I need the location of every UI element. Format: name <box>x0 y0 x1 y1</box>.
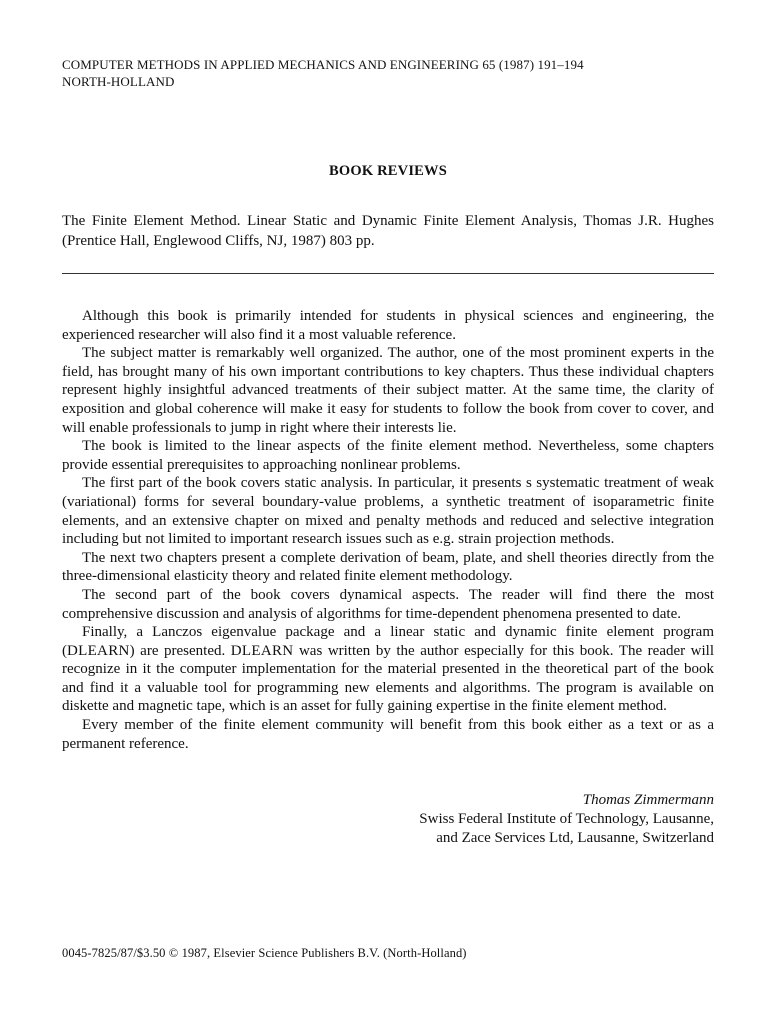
book-citation: The Finite Element Method. Linear Static and Dynamic Finite Element Analysis, Thomas J.R. Hughes (Prentice Hall, Englewood Cliffs, NJ, 1987) 803 pp. <box>62 213 714 249</box>
paragraph: The next two chapters present a complete derivation of beam, plate, and shell theories directly from the three-dimensional elasticity theory and related finite element methodology. <box>62 549 714 585</box>
paragraph-text: ) are presented. <box>129 642 231 659</box>
program-name: DLEARN <box>230 642 294 659</box>
paragraph: The first part of the book covers static analysis. In particular, it presents s systematic treatment of weak (variational) forms for several boundary-value problems, a synthetic treatment of isoparametric finite elements, and an extensive chapter on mixed and penalty methods and reduced and selective integration including but not limited to important research issues such as e.g. strain projection methods. <box>62 475 714 548</box>
paragraph: The book is limited to the linear aspects of the finite element method. Nevertheless, some chapters provide essential prerequisites to approaching nonlinear problems. <box>62 438 714 473</box>
paragraph: The subject matter is remarkably well organized. The author, one of the most prominent experts in the field, has brought many of his own important contributions to key chapters. Thus these individual chapters represent highly insightful advanced treatments of their subject matter. At the same time, the clarity of exposition and global coherence will make it easy for students to follow the book from cover to cover, and will enable professionals to jump in right where their interests lie. <box>62 345 714 436</box>
divider-rule <box>62 273 714 274</box>
program-name: DLEARN <box>67 642 130 659</box>
affiliation-line: and Zace Services Ltd, Lausanne, Switzerland <box>436 830 714 847</box>
paragraph-text: Finally, a Lanczos eigenvalue package and a linear static and dynamic finite element program ( <box>62 624 714 659</box>
reviewer-signature <box>62 791 714 848</box>
paragraph-text: was written by the author especially for this book. The reader will recognize in it the computer implementation for the material presented in the theoretical part of the book and find it a valuable tool for programming new elements and algorithms. The program is available on diskette and magnetic tape, which is an asset for fully gaining expertise in the finite element method. <box>62 642 715 715</box>
publisher-line: NORTH-HOLLAND <box>62 74 175 89</box>
review-body <box>62 307 714 753</box>
reviewer-name: Thomas Zimmermann <box>582 792 714 809</box>
journal-header <box>62 56 714 90</box>
closing-paragraph: Every member of the finite element community will benefit from this book either as a text or as a permanent reference. <box>62 717 714 752</box>
journal-line: COMPUTER METHODS IN APPLIED MECHANICS AND ENGINEERING 65 (1987) 191–194 <box>62 57 584 72</box>
paragraph: The second part of the book covers dynamical aspects. The reader will find there the most comprehensive discussion and analysis of algorithms for time-dependent phenomena presented to date. <box>62 586 714 622</box>
section-title: BOOK REVIEWS <box>328 163 448 179</box>
affiliation-line: Swiss Federal Institute of Technology, Lausanne, <box>419 811 714 828</box>
copyright-footer: 0045-7825/87/$3.50 © 1987, Elsevier Science Publishers B.V. (North-Holland) <box>62 946 467 960</box>
dlearn-paragraph <box>62 623 714 716</box>
paragraph: Although this book is primarily intended for students in physical sciences and engineering, the experienced researcher will also find it a most valuable reference. <box>62 308 714 343</box>
review-page <box>62 56 714 848</box>
